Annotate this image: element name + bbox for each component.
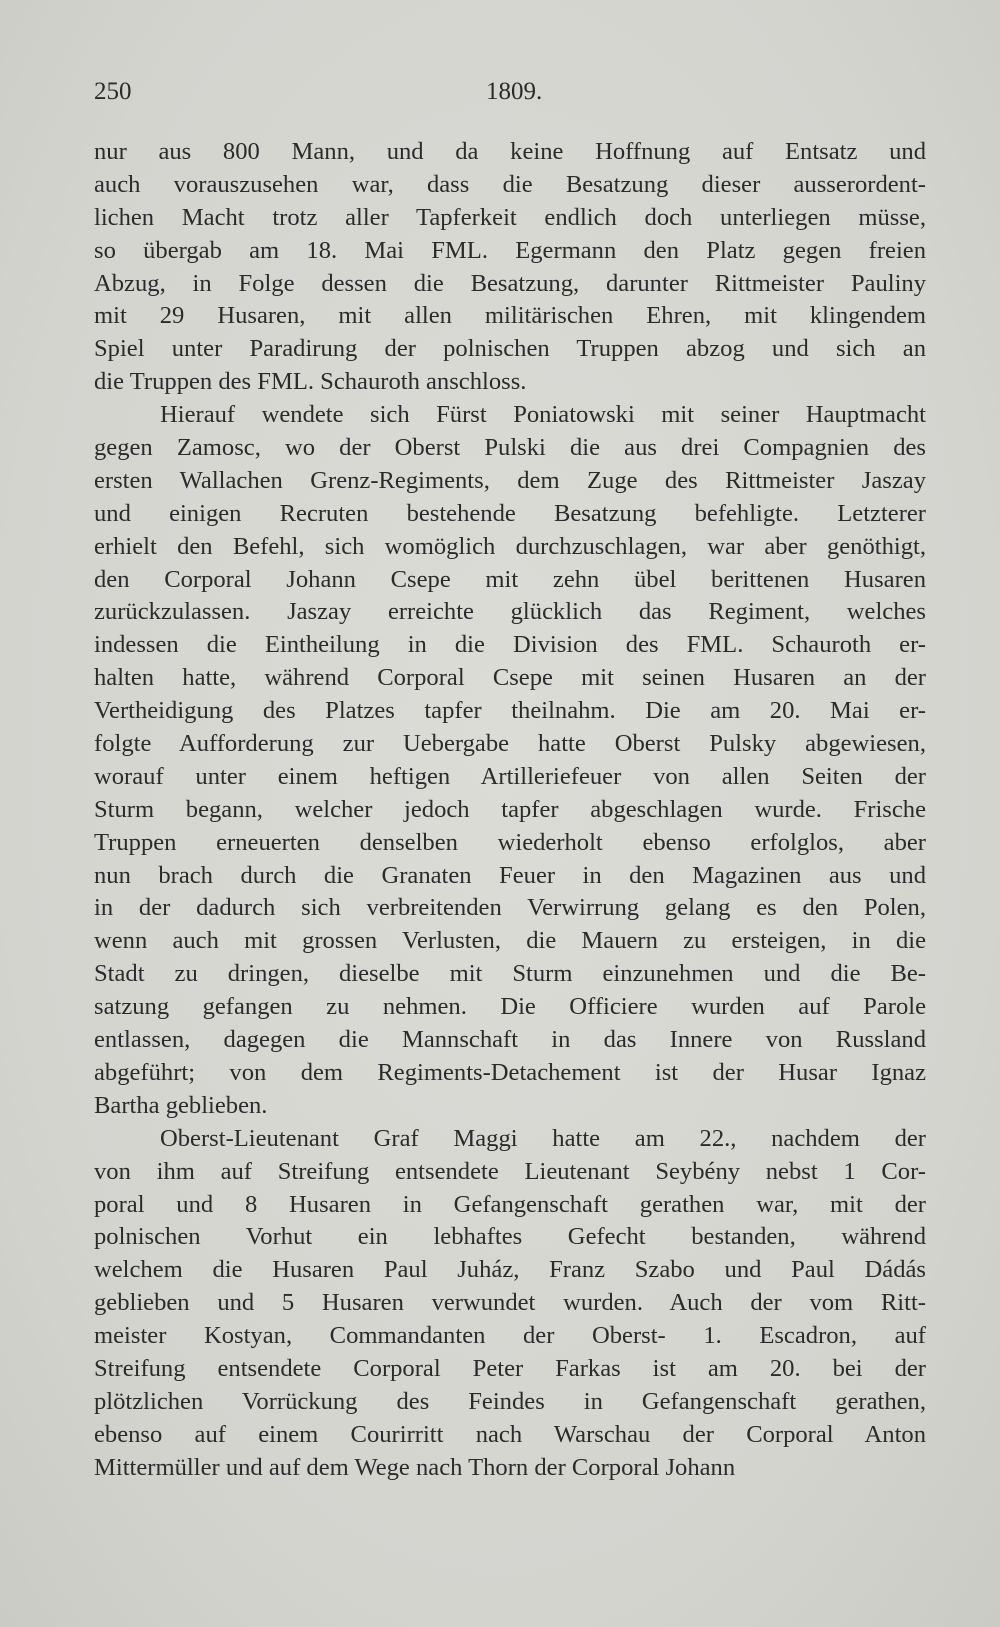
text-line: zurückzulassen. Jaszay erreichte glücklich das Regiment, welches [94, 598, 926, 626]
text-line: nur aus 800 Mann, und da keine Hoffnung auf Entsatz und [94, 138, 926, 165]
text-line: polnischen Vorhut ein lebhaftes Gefecht bestanden, während [94, 1223, 926, 1251]
text-line: folgte Aufforderung zur Uebergabe hatte Oberst Pulsky abgewiesen, [94, 730, 926, 758]
text-line: halten hatte, während Corporal Csepe mit seinen Husaren an der [94, 664, 926, 692]
text-line: in der dadurch sich verbreitenden Verwirrung gelang es den Polen, [94, 894, 926, 922]
text-line: abgeführt; von dem Regiments-Detachement ist der Husar Ignaz [94, 1058, 926, 1086]
text-line: welchem die Husaren Paul Juház, Franz Szabo und Paul Dádás [94, 1256, 926, 1284]
body-text [94, 136, 926, 1485]
text-line: ebenso auf einem Courirritt nach Warschau der Corporal Anton [94, 1420, 926, 1448]
text-line: lichen Macht trotz aller Tapferkeit endlich doch unterliegen müsse, [94, 203, 926, 231]
paragraph [94, 399, 926, 1123]
text-line: Sturm begann, welcher jedoch tapfer abgeschlagen wurde. Frische [94, 795, 926, 823]
text-line: ersten Wallachen Grenz-Regiments, dem Zuge des Rittmeister Jaszay [94, 466, 926, 494]
text-line: geblieben und 5 Husaren verwundet wurden. Auch der vom Ritt- [94, 1289, 926, 1317]
text-line: von ihm auf Streifung entsendete Lieutenant Seybény nebst 1 Cor- [94, 1157, 926, 1185]
text-line: Abzug, in Folge dessen die Besatzung, darunter Rittmeister Pauliny [94, 269, 926, 297]
text-line: nun brach durch die Granaten Feuer in den Magazinen aus und [94, 861, 926, 889]
text-line: auch vorauszusehen war, dass die Besatzung dieser ausserordent- [94, 170, 926, 198]
text-line: meister Kostyan, Commandanten der Oberst- 1. Escadron, auf [94, 1322, 926, 1350]
text-line: Bartha geblieben. [94, 1091, 268, 1119]
text-line: Hierauf wendete sich Fürst Poniatowski mit seiner Hauptmacht [160, 401, 926, 429]
running-head-year: 1809. [486, 78, 543, 105]
text-line: mit 29 Husaren, mit allen militärischen Ehren, mit klingendem [94, 302, 926, 330]
text-line: worauf unter einem heftigen Artilleriefeuer von allen Seiten der [94, 762, 926, 790]
text-line: Mittermüller und auf dem Wege nach Thorn der Corporal Johann [94, 1453, 736, 1481]
text-line: erhielt den Befehl, sich womöglich durchzuschlagen, war aber genöthigt, [94, 532, 926, 560]
text-line: Vertheidigung des Platzes tapfer theilnahm. Die am 20. Mai er- [94, 697, 926, 725]
text-line: Truppen erneuerten denselben wiederholt ebenso erfolglos, aber [94, 828, 926, 856]
text-line: Stadt zu dringen, dieselbe mit Sturm einzunehmen und die Be- [94, 960, 926, 988]
text-line: so übergab am 18. Mai FML. Egermann den Platz gegen freien [94, 236, 926, 264]
text-line: poral und 8 Husaren in Gefangenschaft gerathen war, mit der [94, 1190, 926, 1218]
text-line: indessen die Eintheilung in die Division des FML. Schauroth er- [94, 631, 926, 659]
text-line: entlassen, dagegen die Mannschaft in das Innere von Russland [94, 1026, 926, 1054]
text-line: Streifung entsendete Corporal Peter Farkas ist am 20. bei der [94, 1354, 926, 1382]
text-line: die Truppen des FML. Schauroth anschloss. [94, 368, 527, 396]
text-line: gegen Zamosc, wo der Oberst Pulski die aus drei Compagnien des [94, 434, 926, 462]
text-line: den Corporal Johann Csepe mit zehn übel berittenen Husaren [94, 565, 926, 593]
text-line: plötzlichen Vorrückung des Feindes in Gefangenschaft gerathen, [94, 1387, 926, 1415]
paragraph [94, 136, 926, 399]
text-line: Spiel unter Paradirung der polnischen Truppen abzog und sich an [94, 335, 926, 363]
text-line: wenn auch mit grossen Verlusten, die Mauern zu ersteigen, in die [94, 927, 926, 955]
text-line: Oberst-Lieutenant Graf Maggi hatte am 22., nachdem der [160, 1124, 926, 1152]
page-header [94, 78, 543, 118]
text-line: satzung gefangen zu nehmen. Die Officiere wurden auf Parole [94, 993, 926, 1021]
paragraph [94, 1123, 926, 1485]
text-line: und einigen Recruten bestehende Besatzung befehligte. Letzterer [94, 499, 926, 527]
page-number: 250 [94, 78, 132, 105]
